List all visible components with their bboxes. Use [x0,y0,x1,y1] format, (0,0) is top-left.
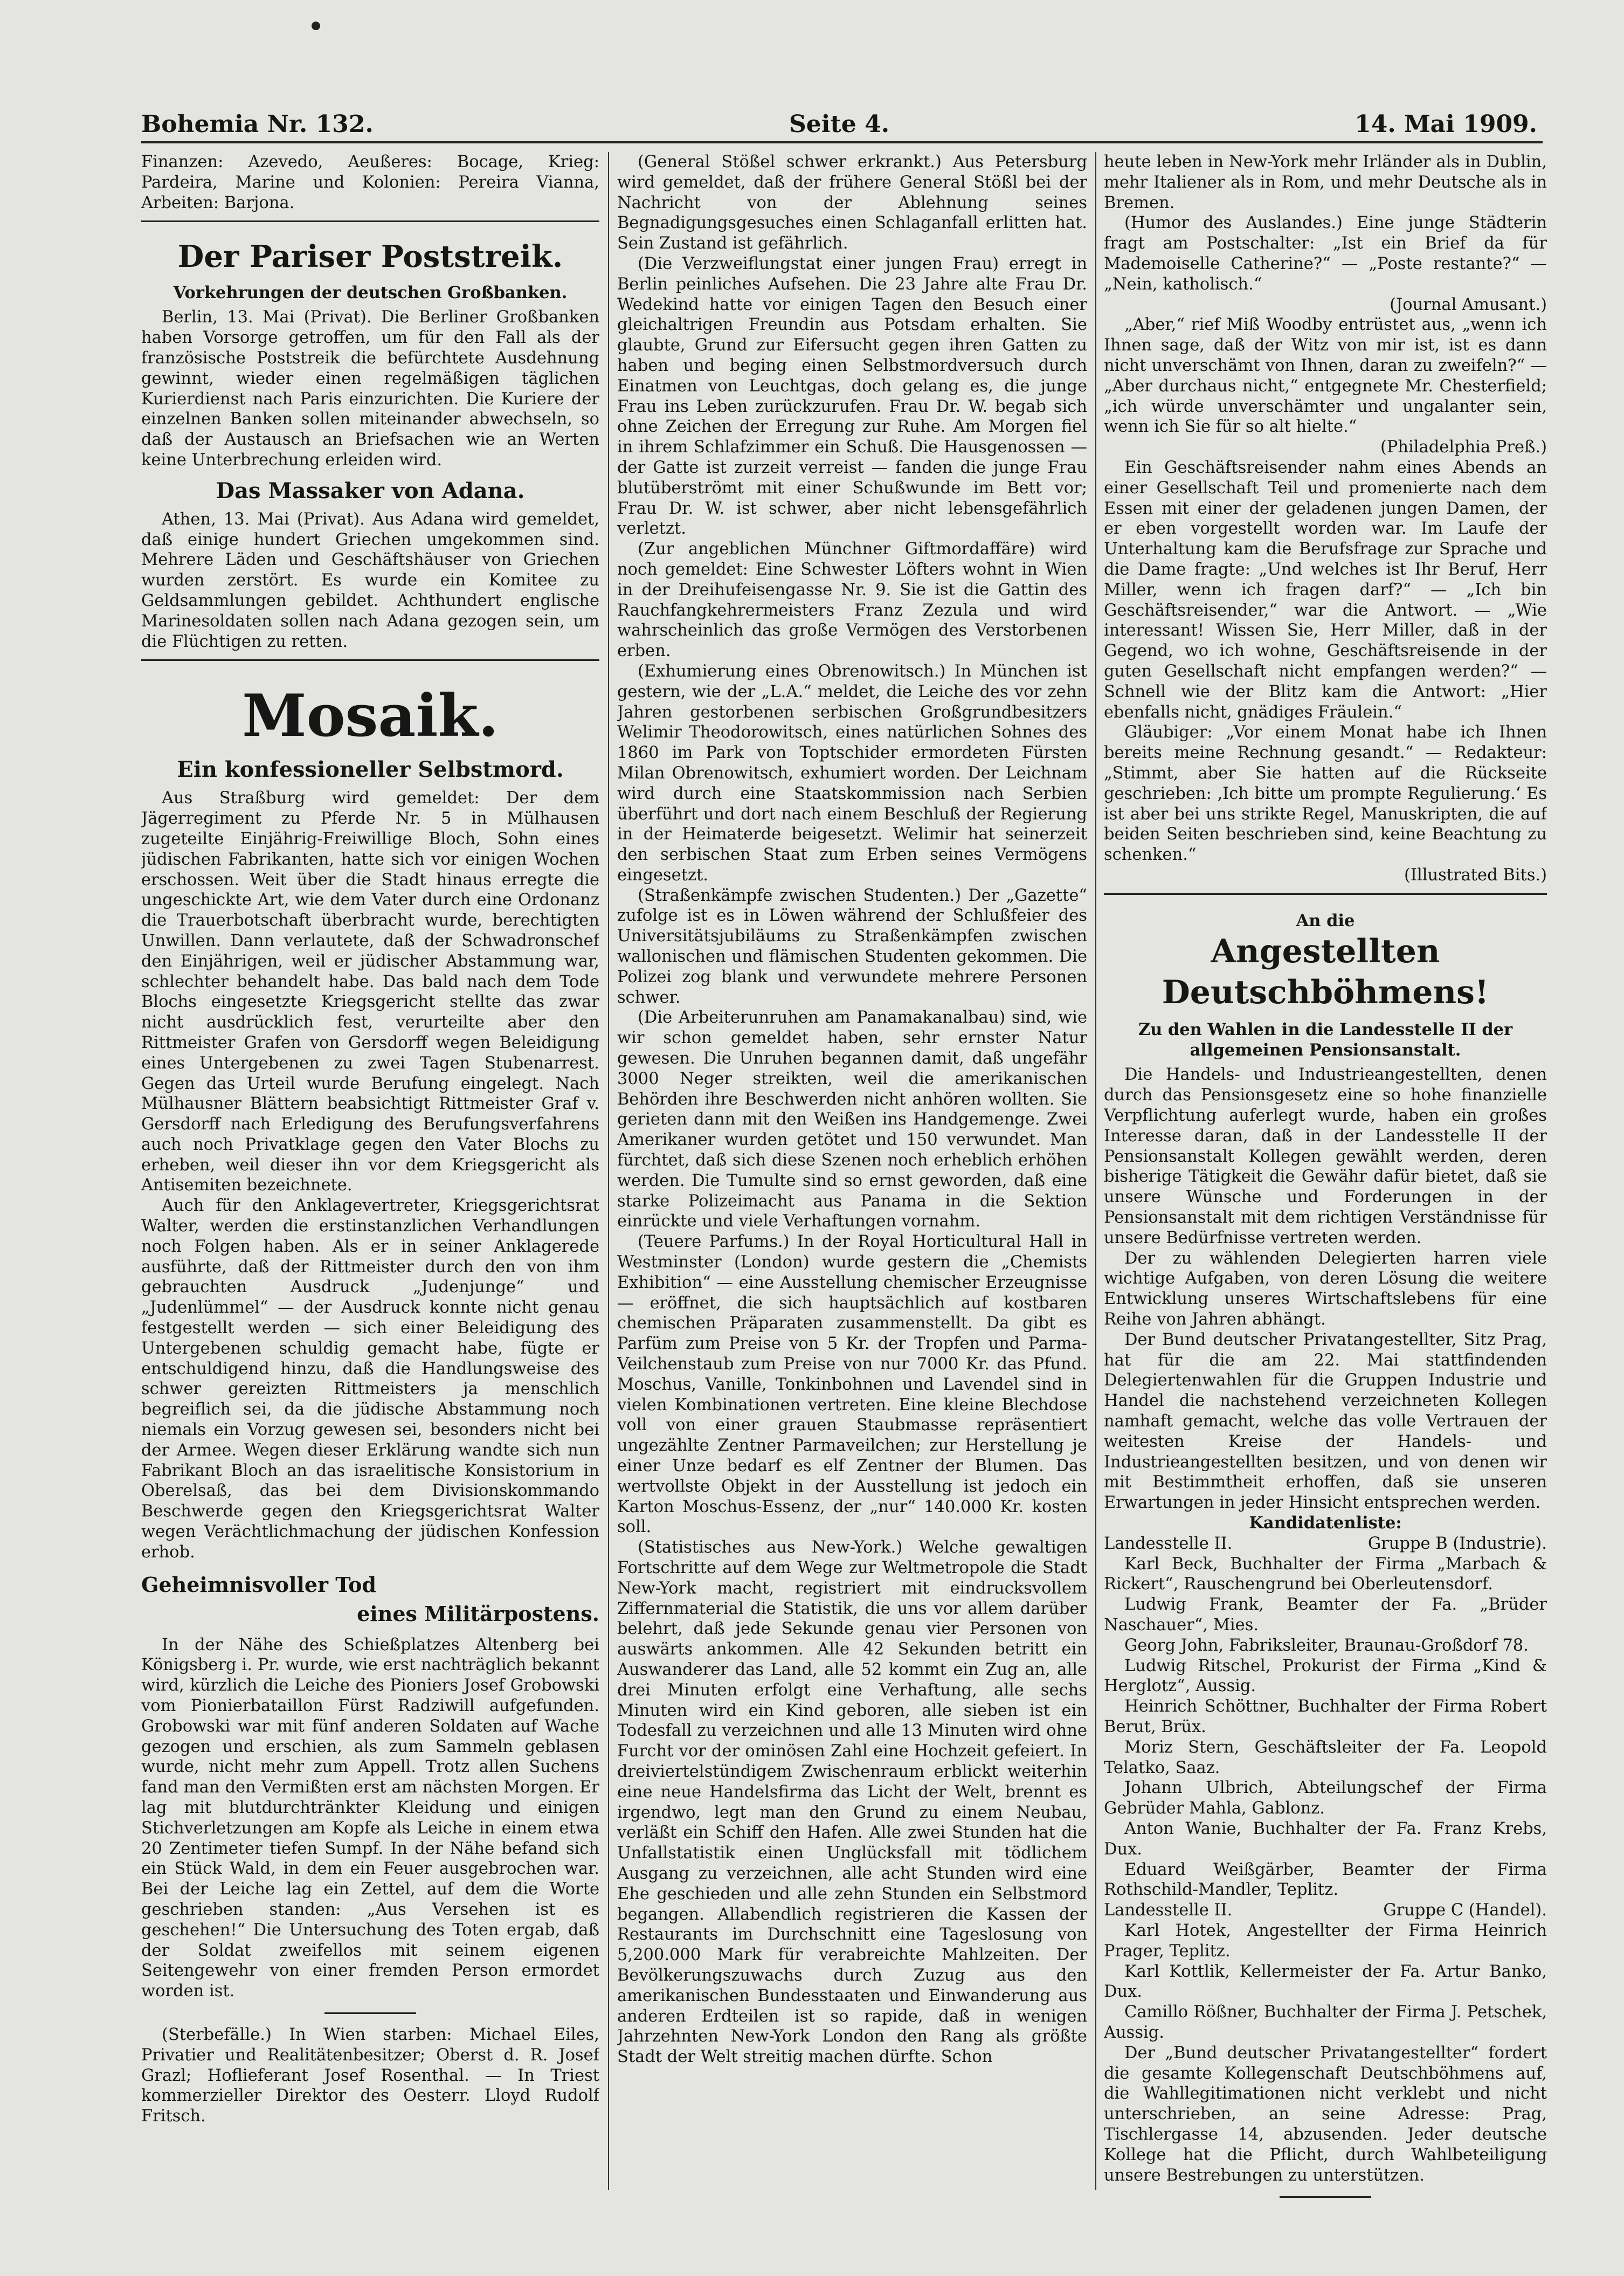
group-c-office: Landesstelle II. [1104,1901,1233,1920]
group-b-office: Landesstelle II. [1104,1534,1233,1553]
subheadline-grossbanken: Vorkehrungen der deutschen Großbanken. [173,283,568,303]
candidate-c: Karl Kottlik, Kellermeister der Fa. Artur Banko, Dux. [1104,1962,1547,2002]
article-new-york-cont: heute leben in New-York mehr Irländer als in Dublin, mehr Italiener als in Rom, und mehr Deutsche als in Bremen. [1104,153,1547,212]
article-exhumierung: (Exhumierung eines Obrenowitsch.) In München ist gestern, wie der „L.A.“ meldet, die Leiche des vor zehn Jahren gestorbenen serbischen Großgrundbesitzers Welimir Theodorowitsch, eines natürlichen Sohnes des 1860 im Park von Toptschider ermordeten Fürsten Milan Obrenowitsch, exhumiert worden. Der Leichnam wird durch eine Staatskommission nach Serbien überführt und dort nach einem Beschluß der Regierung in der Heimaterde beigesetzt. Welimir hat seinerzeit den serbischen Staat zum Erben seines Vermögens eingesetzt. [617,661,1087,885]
candidate-b: Anton Wanie, Buchhalter der Fa. Franz Krebs, Dux. [1104,1819,1547,1859]
section-title-mosaik: Mosaik. [242,682,499,750]
candidate-list-title: Kandidatenliste: [1249,1513,1402,1533]
candidate-b: Karl Beck, Buchhalter der Firma „Marbach & Rickert“, Rauschengrund bei Oberleutensdorf. [1104,1554,1547,1594]
article-strassenkaempfe: (Straßenkämpfe zwischen Studenten.) Der „Gazette“ zufolge ist es in Löwen während der Schlußfeier des Universitätsjubiläums zu Straßenkämpfen zwischen wallonischen und flämischen Studenten gekommen. Die Polizei zog blank und verwundete mehrere Personen schwer. [617,886,1087,1007]
divider [1104,893,1547,895]
headline-selbstmord: Ein konfessioneller Selbstmord. [177,757,564,783]
appeal-paragraph-4: Der „Bund deutscher Privatangestellter“ fordert die gesamte Kollegenschaft Deutschböhmens auf, die Wahllegitimationen nicht verklebt und nicht unterschrieben, an seine Adresse: Prag, Tischlergasse 14, abzusenden. Jeder deutsche Kollege hat die Pflicht, durch Wahlbeteiligung unsere Bestrebungen zu unterstützen. [1104,2043,1547,2185]
appeal-paragraph-1: Die Handels- und Industrieangestellten, denen durch das Pensionsgesetz eine so hohe finanzielle Verpflichtung auferlegt wurde, haben ein großes Interesse daran, daß in der Landesstelle II der Pensionsanstalt Kollegen gewählt werden, deren bisherige Tätigkeit die Gewähr dafür bietet, daß sie unsere Wünsche und Forderungen in der Pensionsanstalt mit dem richtigen Verständnisse für unsere Bedürfnisse vertreten werden. [1104,1065,1547,1247]
article-stoessel: (General Stößel schwer erkrankt.) Aus Petersburg wird gemeldet, daß der frühere General Stößl bei der Nachricht von der Ablehnung seines Begnadigungsgesuches einen Schlaganfall erlitten hat. Sein Zustand ist gefährlich. [617,153,1087,253]
header-date: 14. Mai 1909. [1355,111,1537,138]
article-tod: In der Nähe des Schießplatzes Altenberg bei Königsberg i. Pr. wurde, wie erst nachträglich bekannt wird, kürzlich die Leiche des Pioniers Josef Grobowski vom Pionierbataillon Fürst Radziwill aufgefunden. Grobowski war mit fünf anderen Soldaten auf Wache gezogen und erschien, als zum Sammeln geblasen wurde, nicht mehr zum Appell. Trotz allen Suchens fand man den Vermißten erst am nächsten Morgen. Er lag mit blutdurchtränkter Kleidung und einigen Stichverletzungen am Kopfe als Leiche in einem etwa 20 Zentimeter tiefen Sumpf. In der Nähe befand sich ein Stück Wald, in dem ein Feuer ausgebrochen war. Bei der Leiche lag ein Zettel, auf dem die Worte geschrieben standen: „Aus Versehen ist es geschehen!“ Die Untersuchung des Toten ergab, daß der Soldat zweifellos mit seinem eigenen Seitengewehr von einer fremden Person ermordet worden ist. [141,1635,599,2001]
humor-glaeubiger: Gläubiger: „Vor einem Monat habe ich Ihnen bereits meine Rechnung gesandt.“ — Redakteur: „Stimmt, aber Sie hatten auf die Rückseite geschrieben: ‚Ich bitte um prompte Regulierung.‘ Es ist aber bei uns strikte Regel, Manuskripten, die auf beiden Seiten beschrieben sind, keine Beachtung zu schenken.“ [1104,723,1547,865]
group-b-label: Gruppe B (Industrie). [1367,1534,1547,1553]
divider [141,659,599,661]
candidate-b: Ludwig Ritschel, Prokurist der Firma „Kind & Herglotz“, Aussig. [1104,1656,1547,1696]
column-2 [617,152,1087,2211]
article-verzweiflungstat: (Die Verzweiflungstat einer jungen Frau) erregt in Berlin peinliches Aufsehen. Die 23 Jahre alte Frau Dr. Wedekind hatte vor einigen Tagen den Besuch einer gleichaltrigen Freundin aus Potsdam erhalten. Sie glaubte, Grund zur Eifersucht gegen ihren Gatten zu haben und beging einen Selbstmordversuch durch Einatmen von Leuchtgas, doch gelang es, die junge Frau ins Leben zurückzurufen. Frau Dr. W. begab sich ohne Zeichen der Erregung zur Ruhe. Am Morgen fiel in ihrem Schlafzimmer ein Schuß. Die Hausgenossen — der Gatte ist zurzeit verreist — fanden die junge Frau blutüberströmt mit einer Schußwunde im Bett vor; Frau Dr. W. ist schwer, aber nicht lebensgefährlich verletzt. [617,254,1087,539]
group-b-header [1104,1534,1547,1554]
group-c-label: Gruppe C (Handel). [1383,1901,1547,1920]
humor-witz: „Aber,“ rief Miß Woodby entrüstet aus, „wenn ich Ihnen sage, daß der Witz von mir ist, ist es dann nicht unverschämt von Ihnen, daran zu zweifeln?“ — „Aber durchaus nicht,“ entgegnete Mr. Chesterfield; „ich würde unverschämter und ungalanter sein, wenn ich Sie für so alt hielte.“ [1104,315,1547,437]
candidate-c: Karl Hotek, Angestellter der Firma Heinrich Prager, Teplitz. [1104,1921,1547,1961]
header-page-number: Seite 4. [789,111,890,138]
column-1 [141,152,599,2211]
candidate-b: Eduard Weißgärber, Beamter der Firma Rothschild-Mandler, Teplitz. [1104,1860,1547,1900]
article-poststreik: Berlin, 13. Mai (Privat). Die Berliner Großbanken haben Vorsorge getroffen, um für den Fall als der französische Poststreik die befürchtete Ausdehnung gewinnt, wieder einen regelmäßigen täglichen Kurierdienst nach Paris einzurichten. Die Kuriere der einzelnen Banken sollen miteinander abwechseln, so daß der Austausch an Briefsachen wie an Werten keine Unterbrechung erleiden wird. [141,308,599,470]
headline-angestellten: Angestellten Deutschböhmens! [1162,933,1489,1012]
article-selbstmord-2: Auch für den Anklagevertreter, Kriegsgerichtsrat Walter, werden die erstinstanzlichen Verhandlungen noch Folgen haben. Als er in seiner Anklagerede ausführte, daß der Rittmeister durch den von ihm gebrauchten Ausdruck „Judenjunge“ und „Judenlümmel“ — der Ausdruck konnte nicht genau festgestellt werden — sich einer Beleidigung des Untergebenen schuldig gemacht habe, fügte er entschuldigend hinzu, daß die Handlungsweise des schwer gereizten Rittmeisters ja menschlich begreiflich sei, da die jüdische Abstammung noch niemals ein Vorzug gewesen sei, besonders nicht bei der Armee. Wegen dieser Erklärung wandte sich nun Fabrikant Bloch an das israelitische Konsistorium in Oberelsaß, das bei dem Divisionskommando Beschwerde gegen den Kriegsgerichtsrat Walter wegen Verächtlichmachung der jüdischen Konfession erhob. [141,1196,599,1562]
short-rule [324,2012,416,2014]
candidate-b: Ludwig Frank, Beamter der Fa. „Brüder Naschauer“, Mies. [1104,1595,1547,1634]
column-divider [608,152,609,2190]
appeal-paragraph-3: Der Bund deutscher Privatangestellter, Sitz Prag, hat für die am 22. Mai stattfindenden Delegiertenwahlen für die Gruppen Industrie und Handel die nachstehend verzeichneten Kollegen namhaft gemacht, welche das volle Vertrauen der weitesten Kreise der Handels- und Industrieangestellten besitzen, und von denen wir mit Bestimmtheit erhoffen, daß sie unseren Erwartungen in jeder Hinsicht entsprechen werden. [1104,1330,1547,1513]
humor-poste-restante: (Humor des Auslandes.) Eine junge Städterin fragt am Postschalter: „Ist ein Brief da für Mademoiselle Catherine?“ — „Poste restante?“ — „Nein, katholisch.“ [1104,213,1547,294]
appeal-prefix: An die [1296,911,1355,930]
headline-militaerposten: eines Militärpostens. [357,1601,599,1626]
source-philadelphia: (Philadelphia Preß.) [1380,438,1547,457]
candidate-b: Georg John, Fabriksleiter, Braunau-Großdorf 78. [1124,1636,1529,1655]
humor-geschaeftsreisender: Ein Geschäftsreisender nahm eines Abends an einer Gesellschaft Teil und promenierte nach dem Essen mit einer der geladenen jungen Damen, der er eben vorgestellt worden war. Im Laufe der Unterhaltung kam die Berufsfrage zur Sprache und die Dame fragte: „Und welches ist Ihr Beruf, Herr Miller, wenn ich fragen darf?“ — „Ich bin Geschäftsreisender,“ war die Antwort. — „Wie interessant! Wissen Sie, Herr Miller, daß in der Gegend, wo ich wohne, Geschäftsreisende in der guten Gesellschaft nicht empfangen werden?“ — Schnell wie der Blitz kam die Antwort: „Hier ebenfalls nicht, gnädiges Fräulein.“ [1104,458,1547,722]
cabinet-text: Finanzen: Azevedo, Aeußeres: Bocage, Krieg: Pardeira, Marine und Kolonien: Pereira Vianna, Arbeiten: Barjona. [141,153,599,212]
headline-poststreik: Der Pariser Poststreik. [177,239,563,275]
divider [141,220,599,222]
article-new-york: (Statistisches aus New-York.) Welche gewaltigen Fortschritte auf dem Wege zur Weltmetropole die Stadt New-York macht, registriert mit eindrucksvollem Ziffernmaterial die Statistik, die uns vor allem darüber belehrt, daß jede Sekunde genau vier Personen von auswärts ankommen. Alle 42 Sekunden betritt ein Auswanderer das Land, alle 52 kommt ein Zug an, alle drei Minuten erfolgt eine Verhaftung, alle sechs Minuten wird ein Kind geboren, alle sieben ist ein Todesfall zu verzeichnen und alle 13 Minuten wird ohne Furcht vor der ominösen Zahl eine Hochzeit gefeiert. In dreiviertelstündigem Zwischenraum erblickt weiterhin eine neue Handelsfirma das Licht der Welt, brennt es irgendwo, legt man den Grund zu einem Neubau, verläßt ein Schiff den Hafen. Alle zwei Stunden hat die Unfallstatistik einen Unglücksfall mit tödlichem Ausgang zu verzeichnen, alle acht Stunden wird eine Ehe geschieden und alle zehn Stunden ein Selbstmord begangen. Allabendlich registrieren die Kassen der Restaurants im Durchschnitt eine Tageslosung von 5,200.000 Mark für verabreichte Mahlzeiten. Der Bevölkerungszuwachs durch Zuzug aus den amerikanischen Bundesstaaten und Einwanderung aus anderen Erdteilen ist so rapide, daß in wenigen Jahrzehnten New-York London den Rang als größte Stadt der Welt streitig machen dürfte. Schon [617,1538,1087,2067]
article-giftmord: (Zur angeblichen Münchner Giftmordaffäre) wird noch gemeldet: Eine Schwester Löfters wohnt in Wien in der Dreihufeisengasse Nr. 9. Sie ist die Gattin des Rauchfangkehrermeisters Franz Zezula und wird wahrscheinlich das große Vermögen des Verstorbenen erben. [617,540,1087,661]
source-illustrated-bits: (Illustrated Bits.) [1404,865,1547,885]
article-panama: (Die Arbeiterunruhen am Panamakanalbau) sind, wie wir schon gemeldet haben, sehr ernster Natur gewesen. Die Unruhen begannen damit, daß ungefähr 3000 Neger streikten, weil die amerikanischen Behörden ihre Beschwerden nicht anhören wollten. Sie gerieten dann mit den Weißen ins Handgemenge. Zwei Amerikaner wurden getötet und 150 verwundet. Man fürchtet, daß sich diese Szenen noch erheblich erhöhen werden. Die Tumulte sind so ernst geworden, daß eine starke Polizeimacht aus Panama in die Sektion einrückte und viele Verhaftungen vornahm. [617,1008,1087,1231]
header-rule [141,141,1543,143]
candidate-c: Camillo Rößner, Buchhalter der Firma J. Petschek, Aussig. [1104,2003,1547,2042]
ink-dot [312,22,320,30]
article-parfums: (Teuere Parfums.) In der Royal Horticultural Hall in Westminster (London) wurde gestern die „Chemists Exhibition“ — eine Ausstellung chemischer Erzeugnisse — eröffnet, die sich hauptsächlich auf kostbaren chemischen Präparaten zusammenstellt. Da gibt es Parfüm zum Preise von 5 Kr. der Tropfen und Parma-Veilchenstaub zum Preise von nur 7000 Kr. das Pfund. Moschus, Vanille, Tonkinbohnen und Lavendel sind in vielen Kombinationen vertreten. Eine kleine Blechdose voll von einer grauen Staubmasse repräsentiert ungezählte Zentner Parmaveilchen; zur Herstellung je einer Unze bedarf es elf Zentner der Blumen. Das wertvollste Objekt in der Ausstellung ist jedoch ein Karton Moschus-Essenz, der „nur“ 140.000 Kr. kosten soll. [617,1232,1087,1537]
source-journal-amusant: (Journal Amusant.) [1390,295,1547,314]
column-3 [1104,152,1547,2211]
column-divider [1095,152,1096,2190]
appeal-paragraph-2: Der zu wählenden Delegierten harren viele wichtige Aufgaben, von deren Lösung die weitere Entwicklung unseres Wirtschaftslebens für eine Reihe von Jahren abhängt. [1104,1249,1547,1329]
headline-adana: Das Massaker von Adana. [216,478,525,504]
candidate-b: Johann Ulbrich, Abteilungschef der Firma Gebrüder Mahla, Gablonz. [1104,1778,1547,1818]
candidate-b: Heinrich Schöttner, Buchhalter der Firma Robert Berut, Brüx. [1104,1697,1547,1736]
headline-tod: Geheimnisvoller Tod [141,1572,377,1597]
group-c-header [1104,1900,1547,1921]
article-sterbefaelle: (Sterbefälle.) In Wien starben: Michael Eiles, Privatier und Realitätenbesitzer; Oberst d. R. Josef Grazl; Hoflieferant Josef Rosenthal. — In Triest kommerzieller Direktor des Oesterr. Lloyd Rudolf Fritsch. [141,2025,599,2126]
candidate-b: Moriz Stern, Geschäftsleiter der Fa. Leopold Telatko, Saaz. [1104,1737,1547,1777]
short-rule [1280,2196,1371,2198]
header-paper-number: Bohemia Nr. 132. [141,111,374,138]
subheadline-wahlen: Zu den Wahlen in die Landesstelle II der allgemeinen Pensionsanstalt. [1138,1020,1513,1060]
article-adana: Athen, 13. Mai (Privat). Aus Adana wird gemeldet, daß einige hundert Griechen umgekommen sind. Mehrere Läden und Geschäftshäuser von Griechen wurden zerstört. Es wurde ein Komitee zu Geldsammlungen gebildet. Achthundert englische Marinesoldaten sollen nach Adana gezogen sein, um die Flüchtigen zu retten. [141,509,599,651]
article-selbstmord-1: Aus Straßburg wird gemeldet: Der dem Jägerregiment zu Pferde Nr. 5 in Mülhausen zugeteilte Einjährig-Freiwillige Bloch, Sohn eines jüdischen Fabrikanten, hatte sich vor einigen Wochen erschossen. Weit über die Stadt hinaus erregte die ungeschickte Art, wie dem Vater durch eine Ordonanz die Trauerbotschaft überbracht wurde, berechtigten Unwillen. Dann verlautete, daß der Schwadronschef den Einjährigen, weil er jüdischer Abstammung war, schlechter behandelt habe. Das bald nach dem Tode Blochs eingesetzte Kriegsgericht stellte das zwar nicht ausdrücklich fest, verurteilte aber den Rittmeister Grafen von Gersdorff wegen Beleidigung eines Untergebenen zu zwei Tagen Stubenarrest. Gegen das Urteil wurde Berufung eingelegt. Nach Mülhausner Blättern beabsichtigt Rittmeister Graf v. Gersdorff nach Erledigung des Berufungsverfahrens auch noch Privatklage gegen den Vater Blochs zu erheben, weil dieser ihn vor dem Kriegsgericht als Antisemiten bezeichnete. [141,789,599,1195]
